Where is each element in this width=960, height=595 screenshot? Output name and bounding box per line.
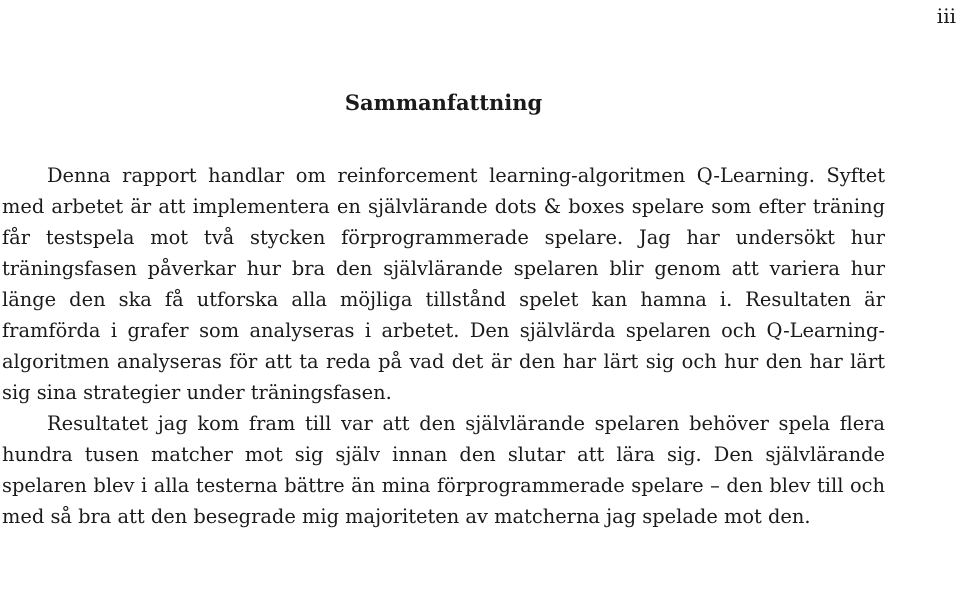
abstract-paragraph-1: Denna rapport handlar om reinforcement learning-algoritmen Q-Learning. Syftet med arbetet är att implementera en självlärande dots & boxes spelare som efter träning får testspela mot två stycken förprogrammerade spelare. Jag har undersökt hur träningsfasen påverkar hur bra den självlärande spelaren blir genom att variera hur länge den ska få utforska alla möjliga tillstånd spelet kan hamna i. Resultaten är framförda i grafer som analyseras i arbetet. Den självlärda spelaren och Q-Learning-algoritmen analyseras för att ta reda på vad det är den har lärt sig och hur den har lärt sig sina strategier under träningsfasen. [2,164,885,404]
abstract-body [2,160,885,532]
abstract-paragraph-2: Resultatet jag kom fram till var att den självlärande spelaren behöver spela flera hundra tusen matcher mot sig själv innan den slutar att lära sig. Den självlärande spelaren blev i alla testerna bättre än mina förprogrammerade spelare – den blev till och med så bra att den besegrade mig majoriteten av matcherna jag spelade mot den. [2,412,885,528]
section-title: Sammanfattning [344,90,543,115]
page-number: iii [936,4,956,28]
